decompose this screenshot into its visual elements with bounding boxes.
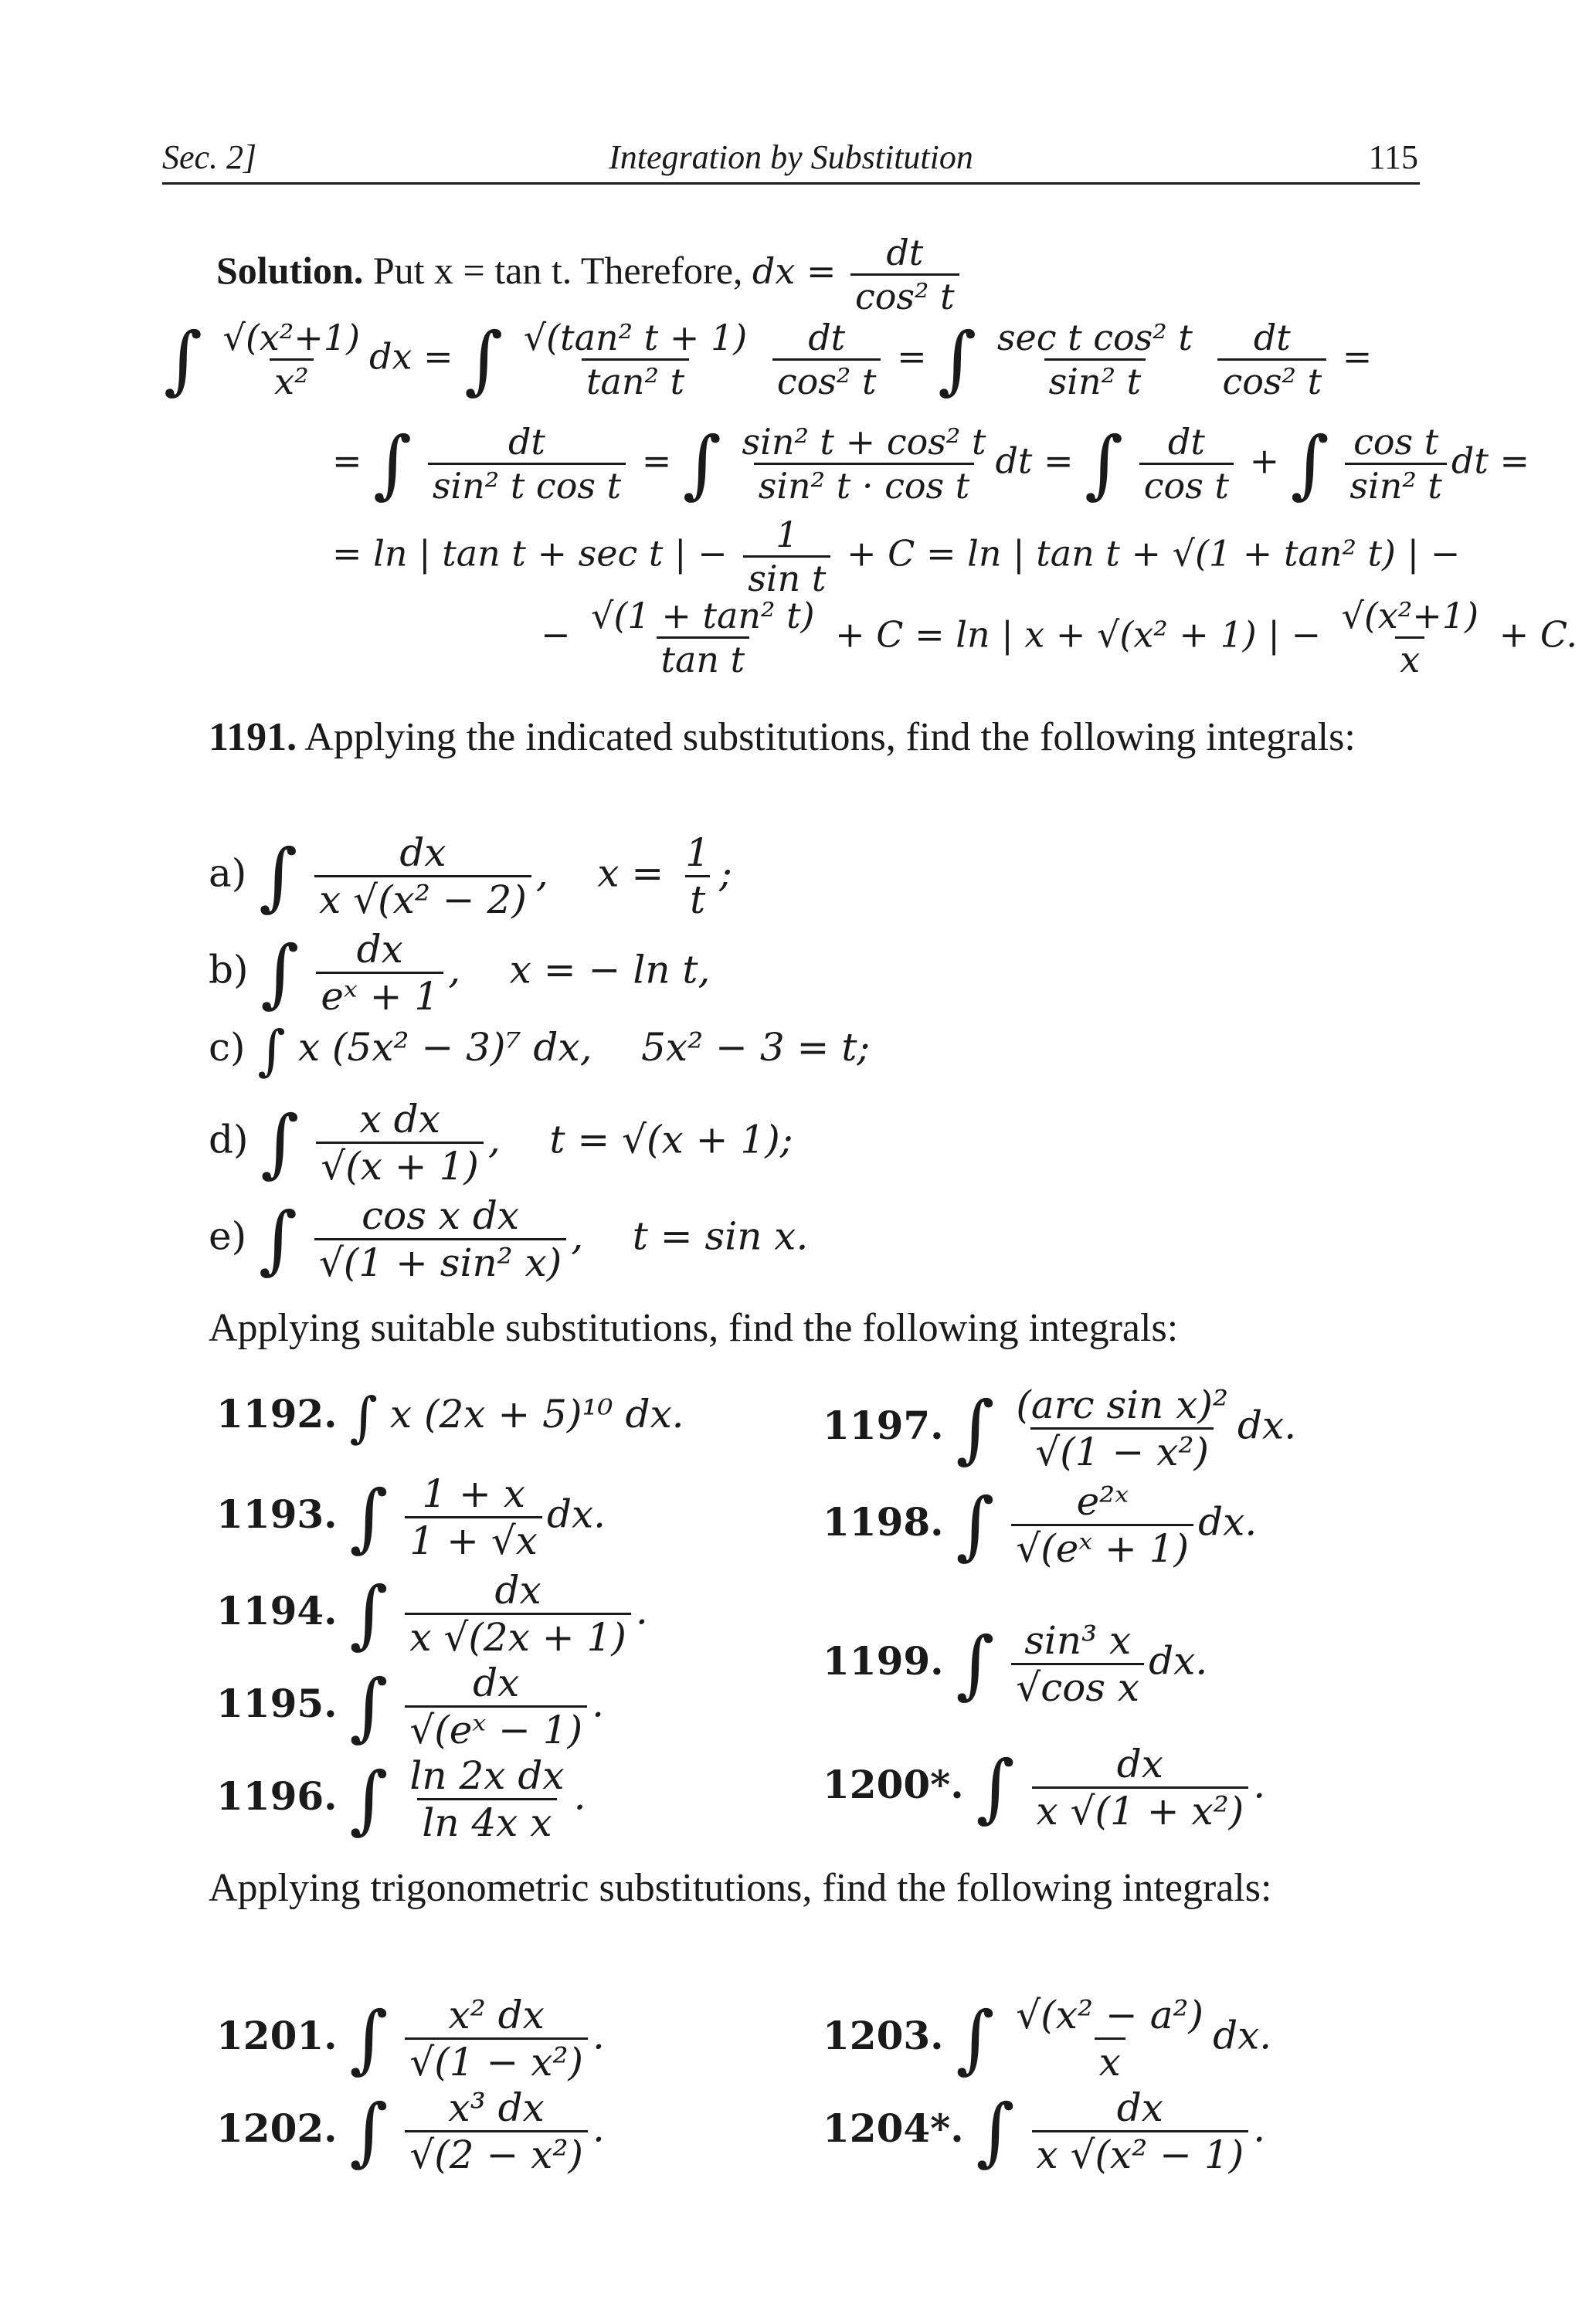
integral-sign: ∫ <box>349 1995 389 2082</box>
item-end: . <box>635 1588 648 1634</box>
problem-number: 1200*. <box>823 1761 964 1807</box>
frac-num: dx <box>494 1568 541 1613</box>
substitution: x = − ln t, <box>509 947 711 992</box>
problem-1191-e: e) ∫ $\frac{\text{cos x dx}}{\text{√(1 + sin² x)}}$ , t = sin x. <box>209 1193 809 1285</box>
problem-number: 1197. <box>823 1402 944 1448</box>
frac-den: x √(2x + 1) <box>405 1613 630 1660</box>
item-label: b) <box>209 947 249 992</box>
frac-num: sec t cos² t <box>996 317 1193 358</box>
frac-den: sin² t <box>1044 358 1146 402</box>
integral-sign: ∫ <box>956 1995 995 2082</box>
item-fraction <box>405 2085 588 2177</box>
frac-num: 1 <box>776 514 799 555</box>
item-label: e) <box>209 1213 247 1259</box>
problem-1191-a: a) ∫ $\frac{dx}{\text{x √(x² − 2)}}$ , x = $\frac{1}{t}$ ; <box>209 830 732 922</box>
item-end: . <box>573 1773 586 1819</box>
problem-number: 1195. <box>216 1680 338 1726</box>
problem-1197 <box>823 1383 1296 1474</box>
frac-num: cos t <box>1353 421 1439 463</box>
problem-number: 1199. <box>823 1637 944 1684</box>
integral-sign: ∫ <box>682 420 721 507</box>
problem-number: 1194. <box>216 1587 338 1634</box>
frac-num: ln 2x dx <box>409 1753 565 1798</box>
problem-1191-heading <box>162 711 1420 765</box>
item-label: c) <box>209 1025 246 1070</box>
problem-1191-d: d) ∫ $\frac{\text{x dx}}{√(x + 1)}$ , t = √(x + 1); <box>209 1097 793 1189</box>
item-end: . <box>592 2105 605 2151</box>
frac-num: dt <box>508 421 545 463</box>
derivation-line-4: − $\frac{\text{√(1 + tan² t)}}{\text{tan t}}$ + C = ln | x + √(x² + 1) | − $\frac{\text{√(x²+1)}}{x}$ + C. <box>541 595 1578 680</box>
trig-heading: Applying trigonometric substitutions, find the following integrals: <box>209 1866 1272 1910</box>
item-fraction <box>1011 1479 1193 1571</box>
frac-den: √(1 − x²) <box>1030 1427 1214 1474</box>
integral-sign: ∫ <box>349 1756 389 1843</box>
item-label: d) <box>209 1117 249 1162</box>
item-end: dx. <box>1198 1499 1258 1545</box>
frac-den: x <box>1095 2037 1125 2085</box>
item-expression: x (2x + 5)¹⁰ dx. <box>389 1392 684 1437</box>
suitable-heading: Applying suitable substitutions, find the following integrals: <box>209 1306 1179 1350</box>
frac-num: √(x² − a²) <box>1016 1993 1204 2037</box>
frac-d <box>1345 421 1447 507</box>
problem-1193 <box>216 1471 606 1563</box>
substitution: t = √(x + 1); <box>549 1117 793 1162</box>
integral-sign: ∫ <box>349 1474 389 1561</box>
integral-sign: ∫ <box>164 316 203 403</box>
frac-den: √(2 − x²) <box>405 2130 588 2177</box>
sub-fraction <box>681 830 715 922</box>
frac-den: 1 + √x <box>405 1516 542 1563</box>
integral-sign: ∫ <box>349 1663 389 1750</box>
derivation-line-3 <box>332 514 1460 599</box>
substitution: t = sin x. <box>632 1213 809 1259</box>
problem-1203 <box>823 1993 1271 2085</box>
frac-lhs <box>219 317 365 402</box>
item-end: dx. <box>1149 1638 1208 1684</box>
frac-den: √(eˣ − 1) <box>405 1705 587 1752</box>
item-fraction <box>1011 1383 1233 1474</box>
item-end: dx. <box>1237 1403 1297 1448</box>
problem-1199 <box>823 1618 1207 1710</box>
frac-num: (arc sin x)² <box>1016 1383 1229 1427</box>
item-fraction <box>1011 1618 1144 1710</box>
frac-den: cos² t <box>772 358 881 402</box>
frac-den: x² <box>270 358 313 402</box>
problem-1195 <box>216 1661 604 1752</box>
substitution: x = <box>597 850 664 896</box>
problem-1201 <box>216 1993 605 2085</box>
problem-number: 1203. <box>823 2012 944 2058</box>
frac-den: √(1 − x²) <box>405 2037 588 2085</box>
integral-sign: ∫ <box>349 1570 389 1657</box>
frac-den: sin² t · cos t <box>754 463 975 507</box>
problem-number: 1192. <box>216 1391 338 1437</box>
substitution: 5x² − 3 = t; <box>641 1025 871 1070</box>
frac-den: cos² t <box>1217 358 1326 402</box>
problem-1192 <box>216 1386 684 1449</box>
frac-num: dt <box>1167 421 1205 463</box>
running-title: Integration by Substitution <box>609 138 973 176</box>
item-fraction <box>316 927 443 1019</box>
frac-num: dx <box>1116 1742 1163 1786</box>
integral-sign: ∫ <box>260 1099 300 1186</box>
section-label: Sec. 2] <box>162 138 257 176</box>
frac-den: sin t <box>743 555 830 599</box>
frac-den: sin² t <box>1345 463 1447 507</box>
integral-sign: ∫ <box>938 316 977 403</box>
frac-den: x √(x² − 1) <box>1032 2130 1249 2177</box>
solution-label: Solution. <box>216 248 364 292</box>
dx-num: dt <box>886 232 924 273</box>
integral-sign: ∫ <box>260 929 300 1016</box>
frac-num: sin³ x <box>1024 1618 1132 1663</box>
problem-1198 <box>823 1479 1257 1571</box>
integral-sign: ∫ <box>976 2088 1015 2175</box>
item-end: . <box>592 2013 605 2058</box>
item-fraction <box>405 1471 542 1563</box>
frac-den: √cos x <box>1011 1663 1144 1710</box>
problem-number: 1202. <box>216 2105 338 2151</box>
item-end: . <box>1253 1762 1266 1807</box>
frac-num: √(1 + tan² t) <box>591 595 815 636</box>
item-end: ; <box>719 850 732 896</box>
frac-num: dt <box>808 317 846 358</box>
item-fraction <box>1011 1993 1208 2085</box>
item-fraction <box>405 1753 569 1845</box>
problem-1194 <box>216 1568 648 1660</box>
frac-num: √(x²+1) <box>222 317 361 358</box>
item-fraction <box>314 1193 566 1285</box>
header-rule <box>162 182 1420 185</box>
frac-num: dx <box>399 830 446 875</box>
integral-sign: ∫ <box>956 1385 995 1472</box>
frac-sqrt-over-x <box>1337 595 1483 680</box>
line4-text: + C = ln | x + √(x² + 1) | − <box>835 613 1322 656</box>
frac-den: x √(x² − 2) <box>314 875 531 922</box>
solution-text: Put x = tan t. Therefore, <box>372 248 743 292</box>
problem-1191-c <box>209 1019 871 1082</box>
integral-sign: ∫ <box>1085 420 1124 507</box>
integral-sign: ∫ <box>259 833 298 920</box>
frac-num: x³ dx <box>448 2085 545 2130</box>
frac-den: ln 4x x <box>417 1798 556 1845</box>
frac-den: x √(1 + x²) <box>1032 1786 1249 1834</box>
problem-1196 <box>216 1753 586 1845</box>
frac-num: dx <box>1116 2085 1163 2130</box>
problem-number: 1204*. <box>823 2105 964 2151</box>
dx-lhs: dx = <box>752 249 837 292</box>
problem-1191-b: b) ∫ $\frac{dx}{\text{eˣ + 1}}$ , x = − ln t, <box>209 927 711 1019</box>
frac-den: cos t <box>1139 463 1234 507</box>
frac-b <box>738 421 991 507</box>
frac-den: x <box>1395 636 1424 680</box>
item-end: dx. <box>1213 2013 1272 2058</box>
item-fraction <box>405 1661 587 1752</box>
problem-number: 1193. <box>216 1491 338 1537</box>
integral-sign: ∫ <box>259 1196 298 1283</box>
derivation-line-1: ∫ $\frac{\text{√(x²+1)}}{\text{x²}}$ dx = ∫ $\frac{\text{√(tan² t + 1)}}{\text{tan² t}}$ $\frac{dt}{\text{cos² t}}$ = ∫ $\frac{\text{sec t cos² t}}{\text{sin² t}}$ $\frac{dt}{\text{cos² t}}$ = <box>164 316 1373 403</box>
frac-num: √(tan² t + 1) <box>523 317 748 358</box>
problem-1204 <box>823 2085 1265 2177</box>
frac-num: x dx <box>359 1097 440 1142</box>
frac-c <box>993 317 1197 402</box>
problem-1202 <box>216 2085 605 2177</box>
frac-a <box>428 421 626 507</box>
frac-den: eˣ + 1 <box>316 972 443 1019</box>
frac-num: 1 <box>685 830 711 875</box>
problem-1200 <box>823 1742 1265 1834</box>
frac-num: dx <box>356 927 403 972</box>
frac-a <box>519 317 752 402</box>
problem-number: 1201. <box>216 2012 338 2058</box>
item-fraction <box>314 830 531 922</box>
page-number: 115 <box>1368 138 1418 176</box>
line4-end: + C. <box>1499 613 1578 656</box>
integral-sign: ∫ <box>349 2088 389 2175</box>
frac-num: dt <box>1253 317 1291 358</box>
solution-intro <box>216 232 964 317</box>
frac-one-over-sin <box>743 514 830 599</box>
integral-sign: ∫ <box>257 1019 286 1082</box>
integral-sign: ∫ <box>976 1744 1015 1831</box>
frac-num: sin² t + cos² t <box>742 421 986 463</box>
frac-num: x² dx <box>448 1993 545 2037</box>
integral-sign: ∫ <box>956 1481 995 1569</box>
dx-fraction <box>850 232 959 317</box>
integral-sign: ∫ <box>956 1620 995 1708</box>
integral-sign: ∫ <box>464 316 504 403</box>
item-fraction <box>1032 2085 1249 2177</box>
item-expression: x (5x² − 3)⁷ dx, <box>297 1025 592 1070</box>
problem-text: Applying the indicated substitutions, find the following integrals: <box>304 715 1356 759</box>
integral-sign: ∫ <box>1290 420 1329 507</box>
frac-num: 1 + x <box>422 1471 526 1516</box>
item-label: a) <box>209 850 247 896</box>
item-fraction <box>405 1993 588 2085</box>
frac-num: cos x dx <box>362 1193 520 1238</box>
item-fraction <box>1032 1742 1249 1834</box>
frac-den: √(eˣ + 1) <box>1011 1524 1193 1571</box>
frac-den: t <box>685 875 710 922</box>
frac-d <box>1217 317 1326 402</box>
problem-number: 1196. <box>216 1773 338 1819</box>
frac-den: sin² t cos t <box>428 463 626 507</box>
frac-den: tan t <box>657 636 750 680</box>
frac-c <box>1139 421 1234 507</box>
item-fraction <box>405 1568 630 1660</box>
frac-num: e²ˣ <box>1076 1479 1129 1524</box>
frac-den: tan² t <box>582 358 689 402</box>
item-end: dx. <box>546 1491 606 1537</box>
problem-number: 1191. <box>209 715 297 759</box>
frac-den: √(1 + sin² x) <box>314 1238 566 1285</box>
frac-den: √(x + 1) <box>316 1142 484 1189</box>
item-end: . <box>1253 2105 1266 2151</box>
frac-b <box>772 317 881 402</box>
frac-num: dx <box>473 1661 520 1705</box>
derivation-line-2: = ∫ $\frac{dt}{\text{sin² t cos t}}$ = ∫ $\frac{\text{sin² t + cos² t}}{\text{sin² t · cos t}}$ dt = ∫ $\frac{dt}{\text{cos t}}$ + ∫ $\frac{\text{cos t}}{\text{sin² t}}$ dt = <box>332 420 1530 507</box>
frac-num: √(x²+1) <box>1341 595 1479 636</box>
integral-sign: ∫ <box>349 1386 378 1449</box>
integral-sign: ∫ <box>373 420 412 507</box>
line3-text2: + C = ln | tan t + √(1 + tan² t) | − <box>846 532 1461 575</box>
frac-sqrt-over-tan <box>586 595 819 680</box>
line3-text: = ln | tan t + sec t | − <box>332 532 728 575</box>
dx-den: cos² t <box>850 273 959 317</box>
item-fraction <box>316 1097 484 1189</box>
item-end: . <box>592 1681 605 1726</box>
problem-number: 1198. <box>823 1498 944 1545</box>
